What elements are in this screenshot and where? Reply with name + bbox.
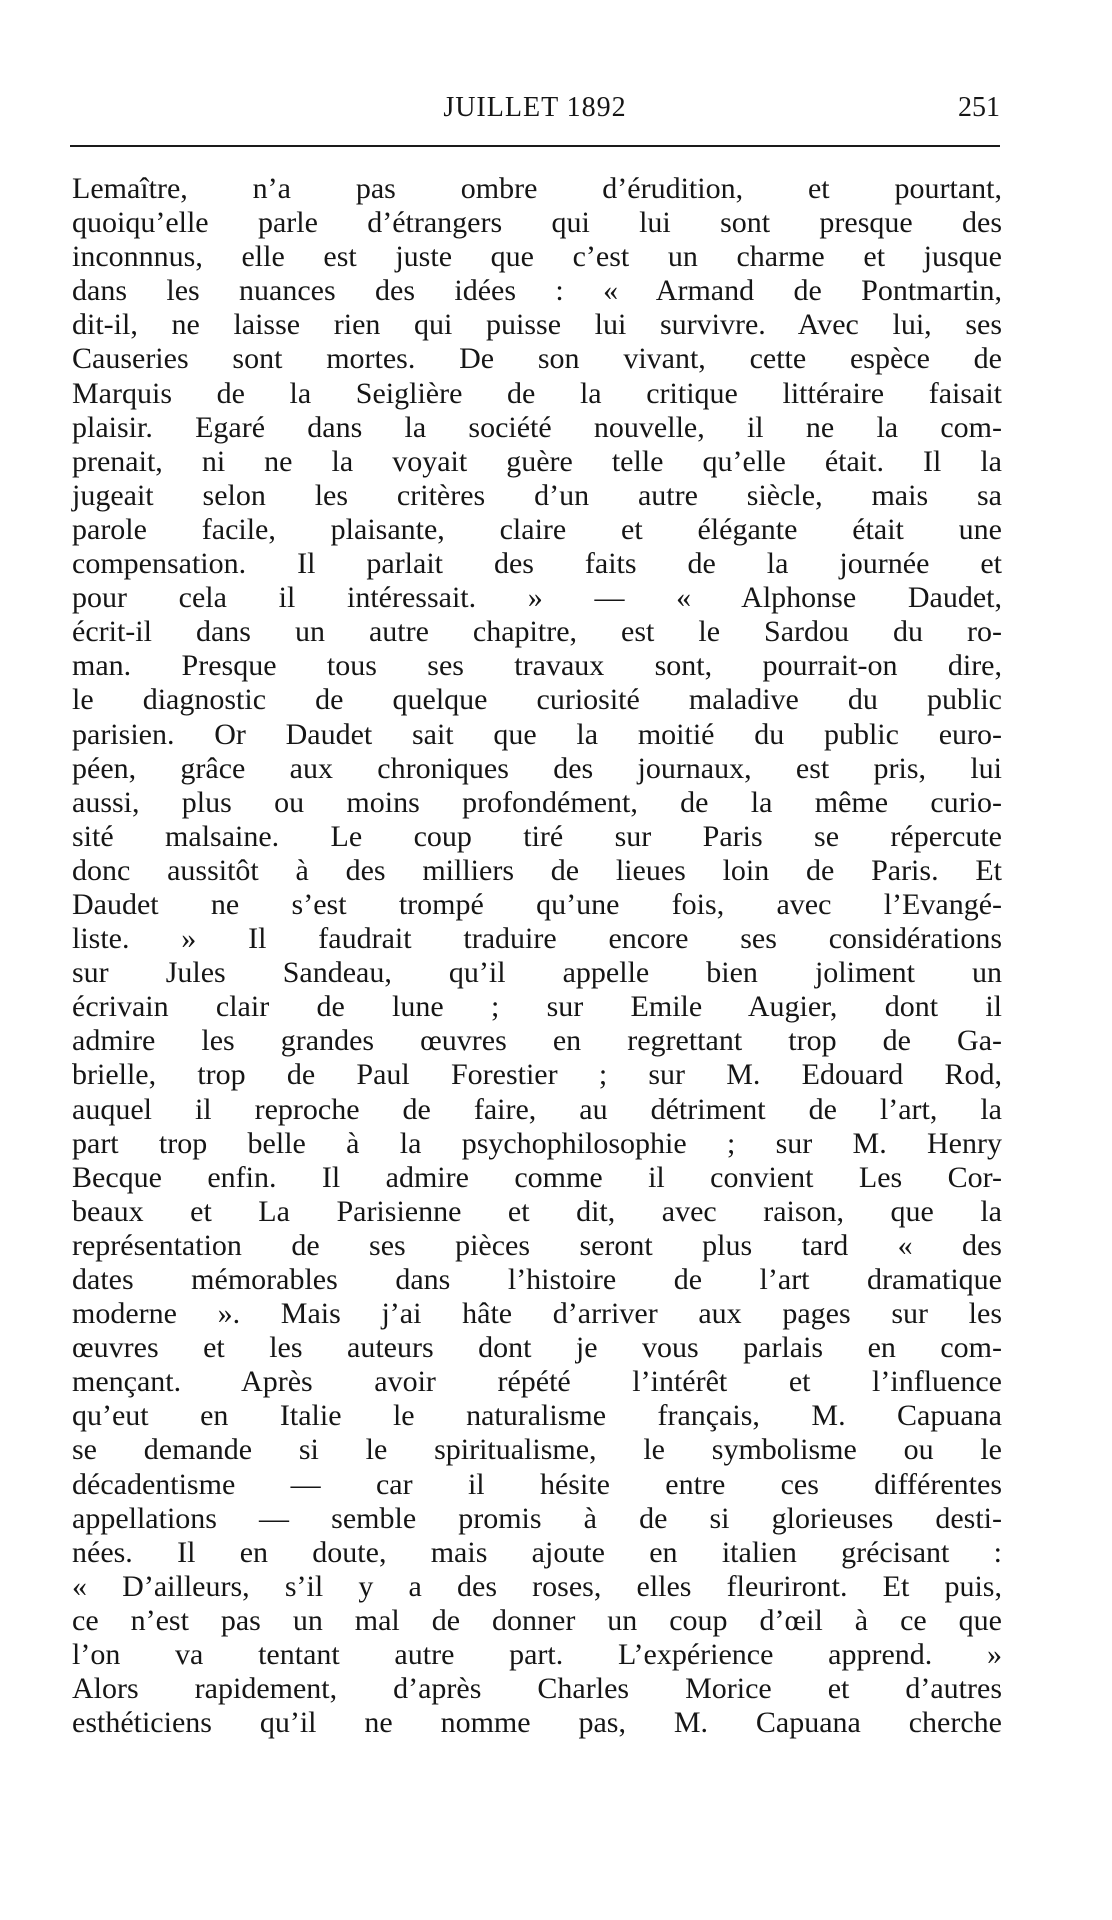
- text-line: [72, 786, 1002, 820]
- text-line-content: Alors rapidement, d’après Charles Morice et d’autres: [72, 1672, 1002, 1706]
- text-line: [72, 1263, 1002, 1297]
- text-line: [72, 752, 1002, 786]
- text-line-content: parisien. Or Daudet sait que la moitié du public euro-: [72, 717, 1002, 751]
- text-line: [72, 1024, 1002, 1058]
- text-line-content: péen, grâce aux chroniques des journaux, est pris, lui: [72, 751, 1002, 785]
- text-line: [72, 1399, 1002, 1433]
- text-line: [72, 172, 1002, 206]
- text-line: [72, 1502, 1002, 1536]
- text-line-content: admire les grandes œuvres en regrettant trop de Ga-: [72, 1024, 1002, 1058]
- body-text: [72, 172, 1002, 1740]
- text-line: [72, 308, 1002, 342]
- text-line-content: auquel il reproche de faire, au détriment de l’art, la: [72, 1092, 1002, 1126]
- text-line: [72, 683, 1002, 717]
- text-line-content: appellations — semble promis à de si glorieuses desti-: [72, 1501, 1002, 1535]
- text-line: [72, 240, 1002, 274]
- text-line: [72, 206, 1002, 240]
- text-line: [72, 445, 1002, 479]
- text-line-content: pour cela il intéressait. » — « Alphonse Daudet,: [72, 581, 1002, 615]
- text-line: [72, 922, 1002, 956]
- text-line: [72, 820, 1002, 854]
- text-line-content: représentation de ses pièces seront plus tard « des: [72, 1228, 1002, 1262]
- text-line-content: ce n’est pas un mal de donner un coup d’œil à ce que: [72, 1603, 1002, 1637]
- text-line: [72, 1127, 1002, 1161]
- text-line: [72, 1536, 1002, 1570]
- text-line-content: plaisir. Egaré dans la société nouvelle, il ne la com-: [72, 410, 1002, 444]
- text-line: [72, 1331, 1002, 1365]
- running-title: JUILLET 1892: [443, 92, 627, 123]
- text-line: [72, 342, 1002, 376]
- text-line-content: l’on va tentant autre part. L’expérience apprend. »: [72, 1638, 1002, 1672]
- text-line: [72, 513, 1002, 547]
- text-line-content: Causeries sont mortes. De son vivant, cette espèce de: [72, 342, 1002, 376]
- text-line: [72, 479, 1002, 513]
- text-line-content: moderne ». Mais j’ai hâte d’arriver aux pages sur les: [72, 1297, 1002, 1331]
- text-line-content: liste. » Il faudrait traduire encore ses considérations: [72, 922, 1002, 956]
- text-line-content: compensation. Il parlait des faits de la journée et: [72, 547, 1002, 581]
- text-line: [72, 411, 1002, 445]
- text-line-content: écrivain clair de lune ; sur Emile Augier, dont il: [72, 990, 1002, 1024]
- text-line-content: décadentisme — car il hésite entre ces différentes: [72, 1467, 1002, 1501]
- text-line-content: Becque enfin. Il admire comme il convient Les Cor-: [72, 1160, 1002, 1194]
- text-line: [72, 581, 1002, 615]
- text-line: [72, 1604, 1002, 1638]
- text-line: [72, 1433, 1002, 1467]
- text-line: [72, 1161, 1002, 1195]
- running-head: [70, 88, 1000, 128]
- text-line: [72, 1058, 1002, 1092]
- text-line: [72, 888, 1002, 922]
- text-line-content: dit-il, ne laisse rien qui puisse lui survivre. Avec lui, ses: [72, 308, 1002, 342]
- text-line: [72, 1672, 1002, 1706]
- text-line-content: brielle, trop de Paul Forestier ; sur M. Edouard Rod,: [72, 1058, 1002, 1092]
- header-rule: [70, 145, 1000, 147]
- text-line-content: parole facile, plaisante, claire et élégante était une: [72, 512, 1002, 546]
- text-line: [72, 1229, 1002, 1263]
- text-line-content: sur Jules Sandeau, qu’il appelle bien joliment un: [72, 956, 1002, 990]
- text-line: [72, 1195, 1002, 1229]
- text-line-content: esthéticiens qu’il ne nomme pas, M. Capuana cherche: [72, 1706, 1002, 1740]
- text-line-content: Marquis de la Seiglière de la critique littéraire faisait: [72, 376, 1002, 410]
- text-line-content: mençant. Après avoir répété l’intérêt et l’influence: [72, 1365, 1002, 1399]
- text-line-content: « D’ailleurs, s’il y a des roses, elles fleuriront. Et puis,: [72, 1569, 1002, 1603]
- text-line-content: dates mémorables dans l’histoire de l’art dramatique: [72, 1263, 1002, 1296]
- text-line: [72, 547, 1002, 581]
- text-line-content: man. Presque tous ses travaux sont, pourrait-on dire,: [72, 649, 1002, 683]
- text-line-content: aussi, plus ou moins profondément, de la même curio-: [72, 785, 1002, 819]
- text-line: [72, 718, 1002, 752]
- text-line-content: écrit-il dans un autre chapitre, est le Sardou du ro-: [72, 615, 1002, 649]
- text-line-content: le diagnostic de quelque curiosité maladive du public: [72, 683, 1002, 717]
- text-line: [72, 1638, 1002, 1672]
- text-line-content: œuvres et les auteurs dont je vous parlais en com-: [72, 1331, 1002, 1365]
- text-line: [72, 1365, 1002, 1399]
- text-line-content: Daudet ne s’est trompé qu’une fois, avec l’Evangé-: [72, 887, 1002, 921]
- text-line-content: beaux et La Parisienne et dit, avec raison, que la: [72, 1194, 1002, 1228]
- text-line: [72, 1468, 1002, 1502]
- text-line-content: donc aussitôt à des milliers de lieues loin de Paris. Et: [72, 853, 1002, 887]
- text-line: [72, 274, 1002, 308]
- text-line-content: se demande si le spiritualisme, le symbolisme ou le: [72, 1433, 1002, 1467]
- text-line-content: Lemaître, n’a pas ombre d’érudition, et pourtant,: [72, 172, 1002, 205]
- text-line-content: part trop belle à la psychophilosophie ; sur M. Henry: [72, 1126, 1002, 1160]
- text-line: [72, 1706, 1002, 1740]
- text-line: [72, 1570, 1002, 1604]
- page-number: 251: [958, 92, 1000, 123]
- text-line: [72, 1093, 1002, 1127]
- text-line-content: sité malsaine. Le coup tiré sur Paris se répercute: [72, 819, 1002, 853]
- text-line-content: jugeait selon les critères d’un autre siècle, mais sa: [72, 478, 1002, 512]
- text-line-content: qu’eut en Italie le naturalisme français, M. Capuana: [72, 1399, 1002, 1433]
- text-line: [72, 615, 1002, 649]
- text-line: [72, 990, 1002, 1024]
- text-line-content: dans les nuances des idées : « Armand de Pontmartin,: [72, 274, 1002, 308]
- text-line-content: inconnnus, elle est juste que c’est un charme et jusque: [72, 240, 1002, 274]
- text-line-content: prenait, ni ne la voyait guère telle qu’elle était. Il la: [72, 444, 1002, 478]
- text-line: [72, 956, 1002, 990]
- text-line-content: nées. Il en doute, mais ajoute en italien grécisant :: [72, 1535, 1002, 1569]
- text-line: [72, 854, 1002, 888]
- text-line-content: quoiqu’elle parle d’étrangers qui lui sont presque des: [72, 206, 1002, 240]
- text-line: [72, 377, 1002, 411]
- text-line: [72, 649, 1002, 683]
- text-line: [72, 1297, 1002, 1331]
